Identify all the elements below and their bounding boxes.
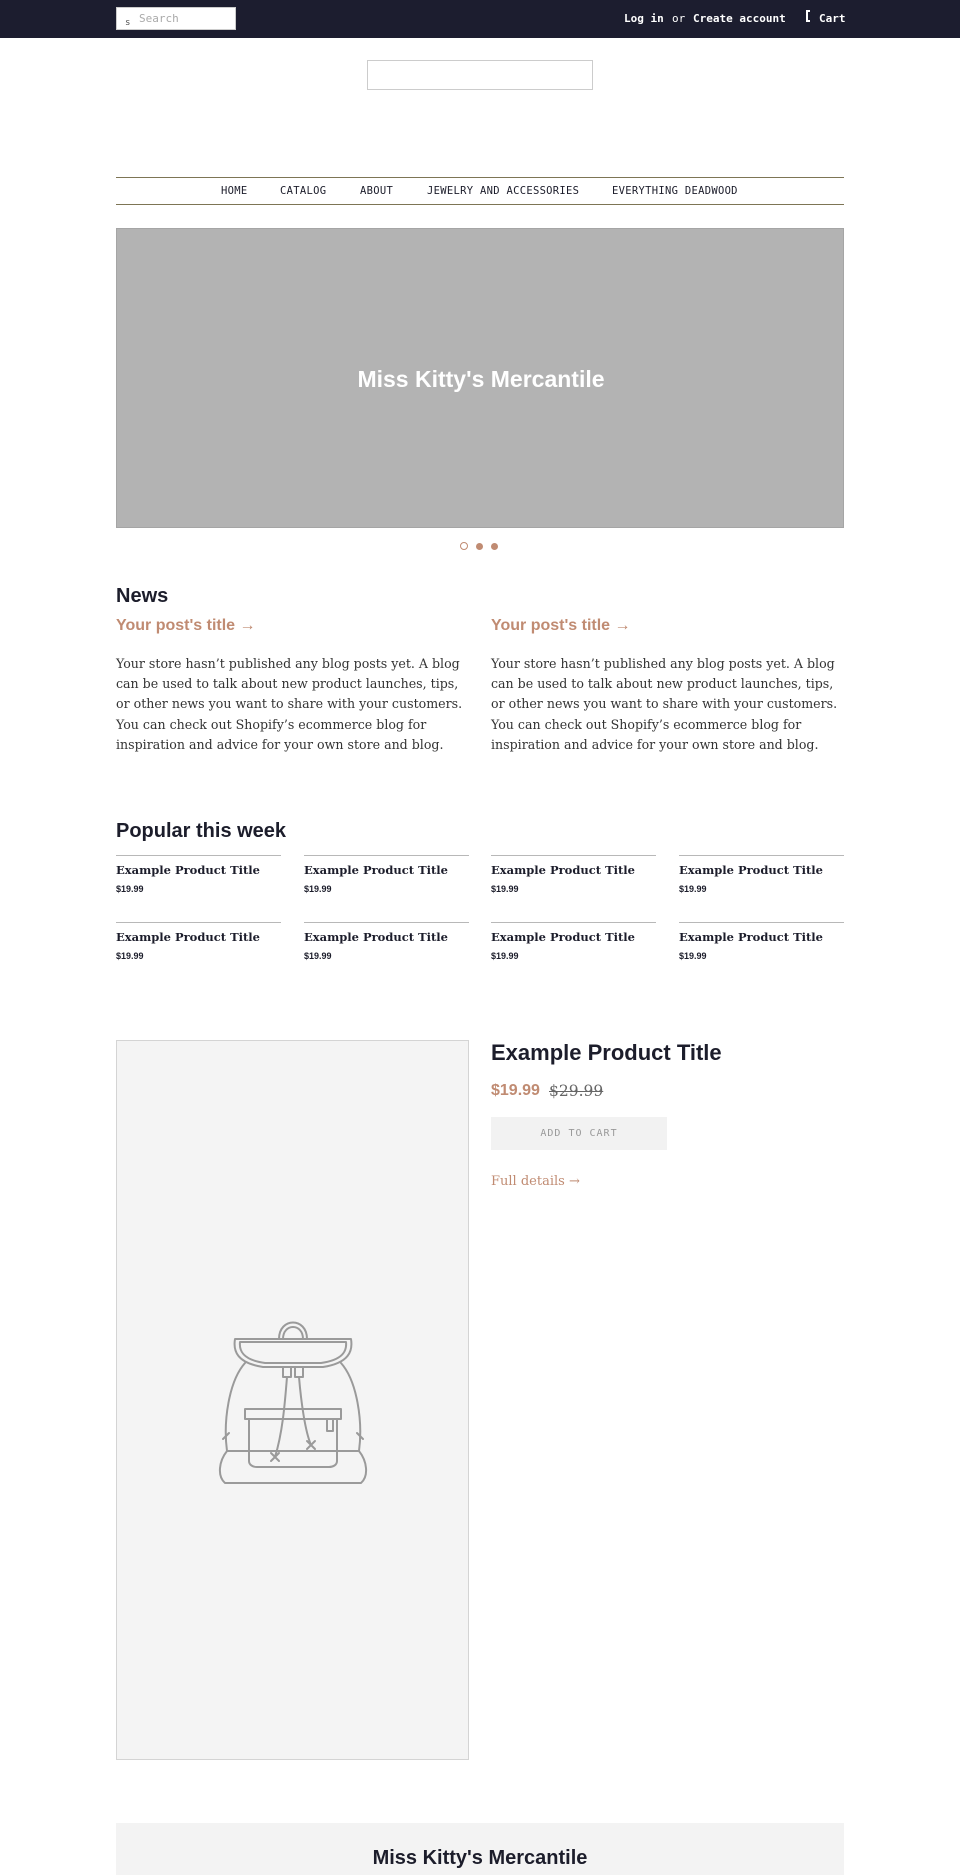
product-divider: [116, 855, 281, 856]
nav-item-catalog[interactable]: CATALOG: [280, 185, 327, 197]
search-box[interactable]: [116, 7, 236, 30]
product-title-link[interactable]: Example Product Title: [679, 930, 823, 944]
nav-item-home[interactable]: HOME: [221, 185, 248, 197]
store-logo[interactable]: [367, 60, 593, 90]
nav-item-jewelry-and-accessories[interactable]: JEWELRY AND ACCESSORIES: [427, 185, 580, 197]
featured-product-title: Example Product Title: [491, 1040, 722, 1065]
slide-dot-2[interactable]: [476, 543, 483, 550]
create-account-link[interactable]: Create account: [693, 12, 786, 25]
or-text: or: [672, 12, 686, 25]
popular-heading: Popular this week: [116, 820, 287, 842]
product-title-link[interactable]: Example Product Title: [679, 863, 823, 877]
product-divider: [304, 855, 469, 856]
product-price: $19.99: [491, 884, 519, 894]
post-title-link[interactable]: Your post's title →: [491, 617, 631, 634]
nav-item-everything-deadwood[interactable]: EVERYTHING DEADWOOD: [612, 185, 738, 197]
product-title-link[interactable]: Example Product Title: [491, 863, 635, 877]
nav-item-about[interactable]: ABOUT: [360, 185, 394, 197]
add-to-cart-button[interactable]: ADD TO CART: [491, 1117, 667, 1150]
product-price: $19.99: [304, 884, 332, 894]
post-excerpt: Your store hasn’t published any blog posts yet. A blog can be used to talk about new product launches, tips, or other news you want to share with your customers. You can check out Shopify’s ecommerce blog for inspiration and advice for your own store and blog.: [116, 656, 463, 752]
footer: [116, 1823, 844, 1875]
product-price: $19.99: [116, 884, 144, 894]
product-divider: [491, 855, 656, 856]
full-details-link[interactable]: Full details →: [491, 1174, 580, 1189]
slide-dot-1[interactable]: [460, 542, 468, 550]
slide-dot-3[interactable]: [491, 543, 498, 550]
product-price: $19.99: [679, 884, 707, 894]
product-title-link[interactable]: Example Product Title: [116, 930, 260, 944]
cart-icon[interactable]: [806, 10, 810, 22]
featured-product-compare-price: $29.99: [549, 1082, 604, 1100]
product-title-link[interactable]: Example Product Title: [491, 930, 635, 944]
product-title-link[interactable]: Example Product Title: [304, 930, 448, 944]
product-divider: [679, 855, 844, 856]
product-price: $19.99: [116, 951, 144, 961]
backpack-icon: [213, 1311, 373, 1489]
footer-store-name: Miss Kitty's Mercantile: [372, 1847, 588, 1869]
search-icon: s: [125, 18, 131, 28]
product-title-link[interactable]: Example Product Title: [116, 863, 260, 877]
main-nav: [116, 177, 844, 205]
top-bar: [0, 0, 960, 38]
product-price: $19.99: [304, 951, 332, 961]
featured-product-image[interactable]: [116, 1040, 469, 1760]
cart-link[interactable]: Cart: [819, 12, 846, 25]
product-divider: [491, 922, 656, 923]
product-divider: [679, 922, 844, 923]
product-price: $19.99: [679, 951, 707, 961]
hero-slideshow[interactable]: [116, 228, 844, 528]
product-price: $19.99: [491, 951, 519, 961]
product-divider: [304, 922, 469, 923]
search-input[interactable]: [139, 11, 231, 26]
post-excerpt: Your store hasn’t published any blog posts yet. A blog can be used to talk about new product launches, tips, or other news you want to share with your customers. You can check out Shopify’s ecommerce blog for inspiration and advice for your own store and blog.: [491, 656, 838, 752]
hero-title: Miss Kitty's Mercantile: [357, 366, 605, 392]
product-divider: [116, 922, 281, 923]
post-title-link[interactable]: Your post's title →: [116, 617, 256, 634]
featured-product-price: $19.99: [491, 1082, 540, 1099]
news-heading: News: [116, 585, 169, 607]
product-title-link[interactable]: Example Product Title: [304, 863, 448, 877]
login-link[interactable]: Log in: [624, 12, 664, 25]
